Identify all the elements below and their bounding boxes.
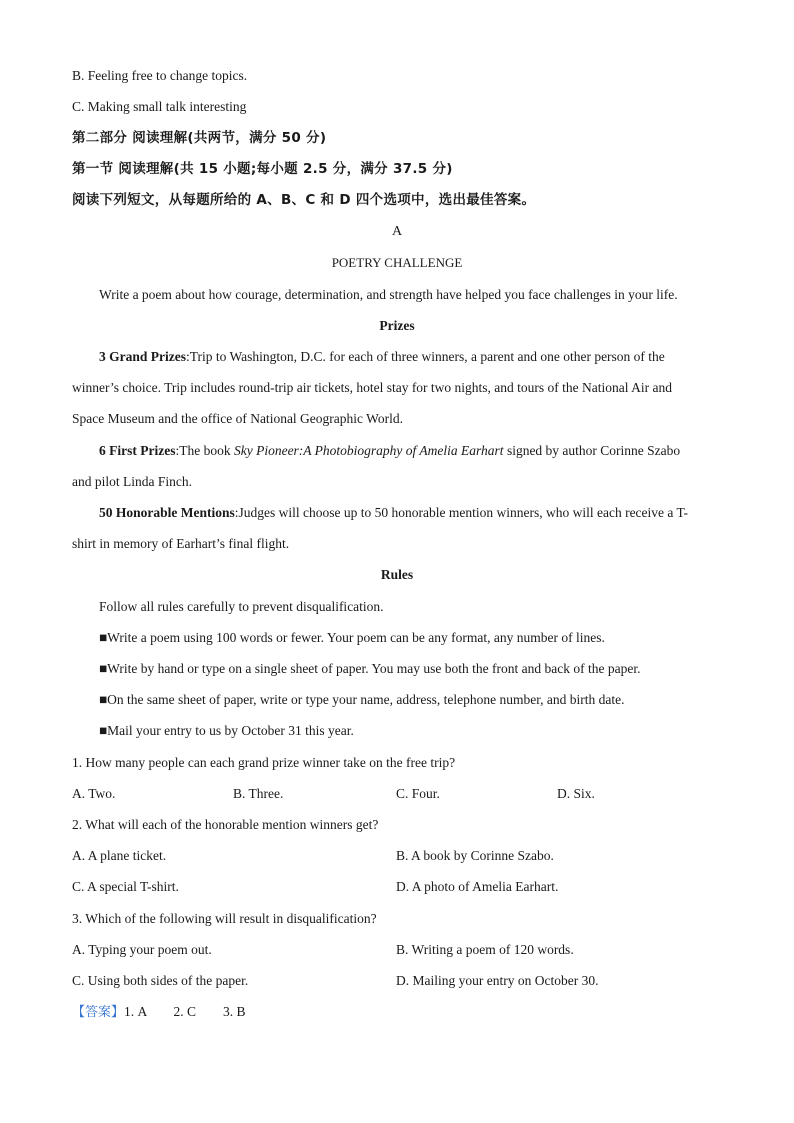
passage-title: POETRY CHALLENGE: [331, 255, 463, 270]
honorable-mentions-label: 50 Honorable Mentions: [99, 505, 235, 520]
grand-prizes-text: :Trip to Washington, D.C. for each of three winners, a parent and one other person of the: [186, 349, 665, 364]
prizes-heading: Prizes: [379, 318, 415, 333]
question-1-option-a: A. Two.: [72, 786, 116, 801]
first-prizes-text-end: signed by author Corinne Szabo: [503, 443, 681, 458]
first-prizes-line: [99, 441, 734, 461]
question-1-option-b: B. Three.: [233, 786, 284, 801]
rule-item-4: ■Mail your entry to us by October 31 this year.: [99, 723, 354, 738]
question-2-option-c: C. A special T-shirt.: [72, 879, 179, 894]
honorable-mentions-text: :Judges will choose up to 50 honorable mention winners, who will each receive a T-: [234, 505, 689, 520]
book-title: Sky Pioneer:A Photobiography of Amelia Earhart: [233, 443, 504, 458]
question-3-stem: 3. Which of the following will result in disqualification?: [72, 911, 377, 926]
question-1-option-c: C. Four.: [396, 786, 440, 801]
intro-text: Write a poem about how courage, determination, and strength have helped you face challenges in your life.: [99, 287, 678, 302]
answer-tag: 【答案】: [72, 1005, 125, 1020]
option-c-line: C. Making small talk interesting: [72, 99, 247, 114]
question-2-stem: 2. What will each of the honorable mention winners get?: [72, 817, 379, 832]
passage-letter: A: [391, 224, 403, 239]
question-2-option-a: A. A plane ticket.: [72, 848, 167, 863]
question-3-option-c: C. Using both sides of the paper.: [72, 973, 249, 988]
answer-text: 1. A 2. C 3. B: [124, 1004, 246, 1019]
question-3-option-d: D. Mailing your entry on October 30.: [396, 973, 599, 988]
grand-prizes-line-3: Space Museum and the office of National Geographic World.: [72, 411, 403, 426]
question-1-stem: 1. How many people can each grand prize winner take on the free trip?: [72, 755, 456, 770]
first-prizes-line-2: and pilot Linda Finch.: [72, 474, 192, 489]
question-2-option-b: B. A book by Corinne Szabo.: [396, 848, 554, 863]
rule-item-3: ■On the same sheet of paper, write or type your name, address, telephone number, and birth date.: [99, 692, 625, 707]
question-2-option-d: D. A photo of Amelia Earhart.: [396, 879, 559, 894]
honorable-mentions-line: [99, 503, 734, 523]
rule-item-1: ■Write a poem using 100 words or fewer. Your poem can be any format, any number of lines.: [99, 630, 605, 645]
option-b-line: B. Feeling free to change topics.: [72, 68, 248, 83]
first-prizes-text: :The book: [175, 443, 234, 458]
question-3-option-b: B. Writing a poem of 120 words.: [396, 942, 574, 957]
instruction-text: 阅读下列短文，从每题所给的 A、B、C 和 D 四个选项中，选出最佳答案。: [72, 192, 536, 208]
grand-prizes-line-2: winner’s choice. Trip includes round-trip air tickets, hotel stay for two nights, and tours of the National Air and: [72, 380, 673, 395]
part-heading: 第二部分 阅读理解(共两节，满分 50 分): [72, 130, 327, 146]
answer-line: [72, 1002, 246, 1023]
section-heading: 第一节 阅读理解(共 15 小题;每小题 2.5 分，满分 37.5 分): [72, 161, 453, 177]
rule-item-2: ■Write by hand or type on a single sheet of paper. You may use both the front and back of the paper.: [99, 661, 641, 676]
honorable-mentions-line-2: shirt in memory of Earhart’s final flight.: [72, 536, 290, 551]
grand-prizes-label: 3 Grand Prizes: [99, 349, 186, 364]
question-1-option-d: D. Six.: [557, 786, 595, 801]
first-prizes-label: 6 First Prizes: [99, 443, 176, 458]
rules-intro: Follow all rules carefully to prevent disqualification.: [99, 599, 384, 614]
grand-prizes-line: [99, 347, 734, 367]
question-3-option-a: A. Typing your poem out.: [72, 942, 212, 957]
rules-heading: Rules: [380, 567, 414, 582]
